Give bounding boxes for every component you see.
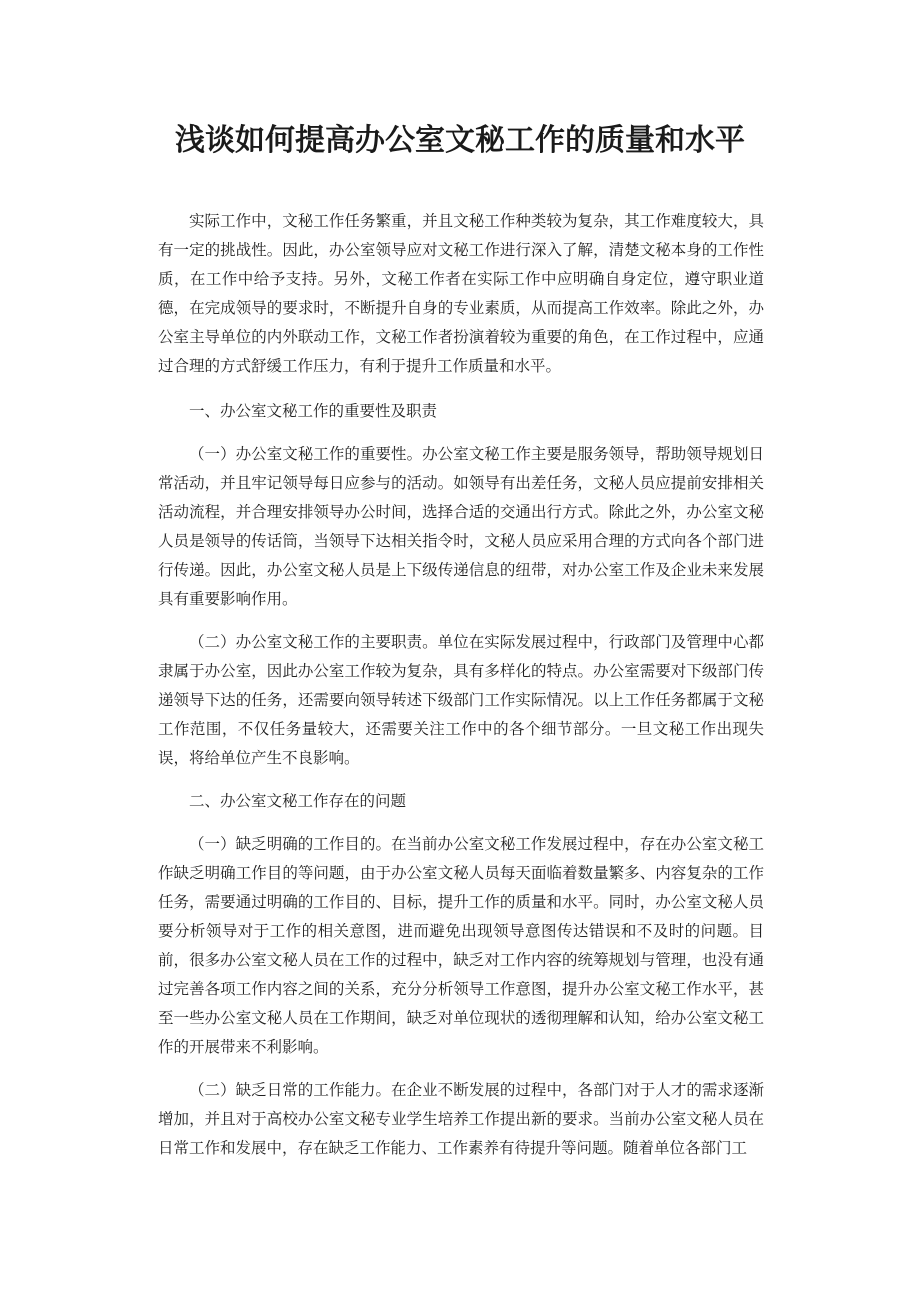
section-heading-2: 二、办公室文秘工作存在的问题 [189, 792, 407, 810]
document-title: 浅谈如何提高办公室文秘工作的质量和水平 [175, 123, 745, 158]
section1-paragraph-2: （二）办公室文秘工作的主要职责。单位在实际发展过程中，行政部门及管理中心都隶属于办公室，因此办公室工作较为复杂，具有多样化的特点。办公室需要对下级部门传递领导下达的任务，还需要向领导转述下级部门工作实际情况。以上工作任务都属于文秘工作范围，不仅任务量较大，还需要关注工作中的各个细节部分。一旦文秘工作出现失误，将给单位产生不良影响。 [158, 633, 764, 767]
section1-paragraph-1: （一）办公室文秘工作的重要性。办公室文秘工作主要是服务领导，帮助领导规划日常活动，并且牢记领导每日应参与的活动。如领导有出差任务，文秘人员应提前安排相关活动流程，并合理安排领导办公时间，选择合适的交通出行方式。除此之外，办公室文秘人员是领导的传话筒，当领导下达相关指令时，文秘人员应采用合理的方式向各个部门进行传递。因此，办公室文秘人员是上下级传递信息的纽带，对办公室工作及企业未来发展具有重要影响作用。 [158, 445, 764, 608]
section2-paragraph-2: （二）缺乏日常的工作能力。在企业不断发展的过程中，各部门对于人才的需求逐渐增加，并且对于高校办公室文秘专业学生培养工作提出新的要求。当前办公室文秘人员在日常工作和发展中，存在缺乏工作能力、工作素养有待提升等问题。随着单位各部门工 [158, 1081, 764, 1157]
document-body [158, 207, 764, 1163]
section-heading-1: 一、办公室文秘工作的重要性及职责 [189, 402, 438, 420]
intro-paragraph: 实际工作中，文秘工作任务繁重，并且文秘工作种类较为复杂，其工作难度较大，具有一定的挑战性。因此，办公室领导应对文秘工作进行深入了解，清楚文秘本身的工作性质，在工作中给予支持。另外，文秘工作者在实际工作中应明确自身定位，遵守职业道德，在完成领导的要求时，不断提升自身的专业素质，从而提高工作效率。除此之外，办公室主导单位的内外联动工作，文秘工作者扮演着较为重要的角色，在工作过程中，应通过合理的方式舒缓工作压力，有利于提升工作质量和水平。 [158, 212, 764, 375]
section2-paragraph-1: （一）缺乏明确的工作目的。在当前办公室文秘工作发展过程中，存在办公室文秘工作缺乏明确工作目的等问题，由于办公室文秘人员每天面临着数量繁多、内容复杂的工作任务，需要通过明确的工作目的、目标，提升工作的质量和水平。同时，办公室文秘人员要分析领导对于工作的相关意图，进而避免出现领导意图传达错误和不及时的问题。目前，很多办公室文秘人员在工作的过程中，缺乏对工作内容的统筹规划与管理，也没有通过完善各项工作内容之间的关系，充分分析领导工作意图，提升办公室文秘工作水平，甚至一些办公室文秘人员在工作期间，缺乏对单位现状的透彻理解和认知，给办公室文秘工作的开展带来不利影响。 [158, 835, 764, 1056]
